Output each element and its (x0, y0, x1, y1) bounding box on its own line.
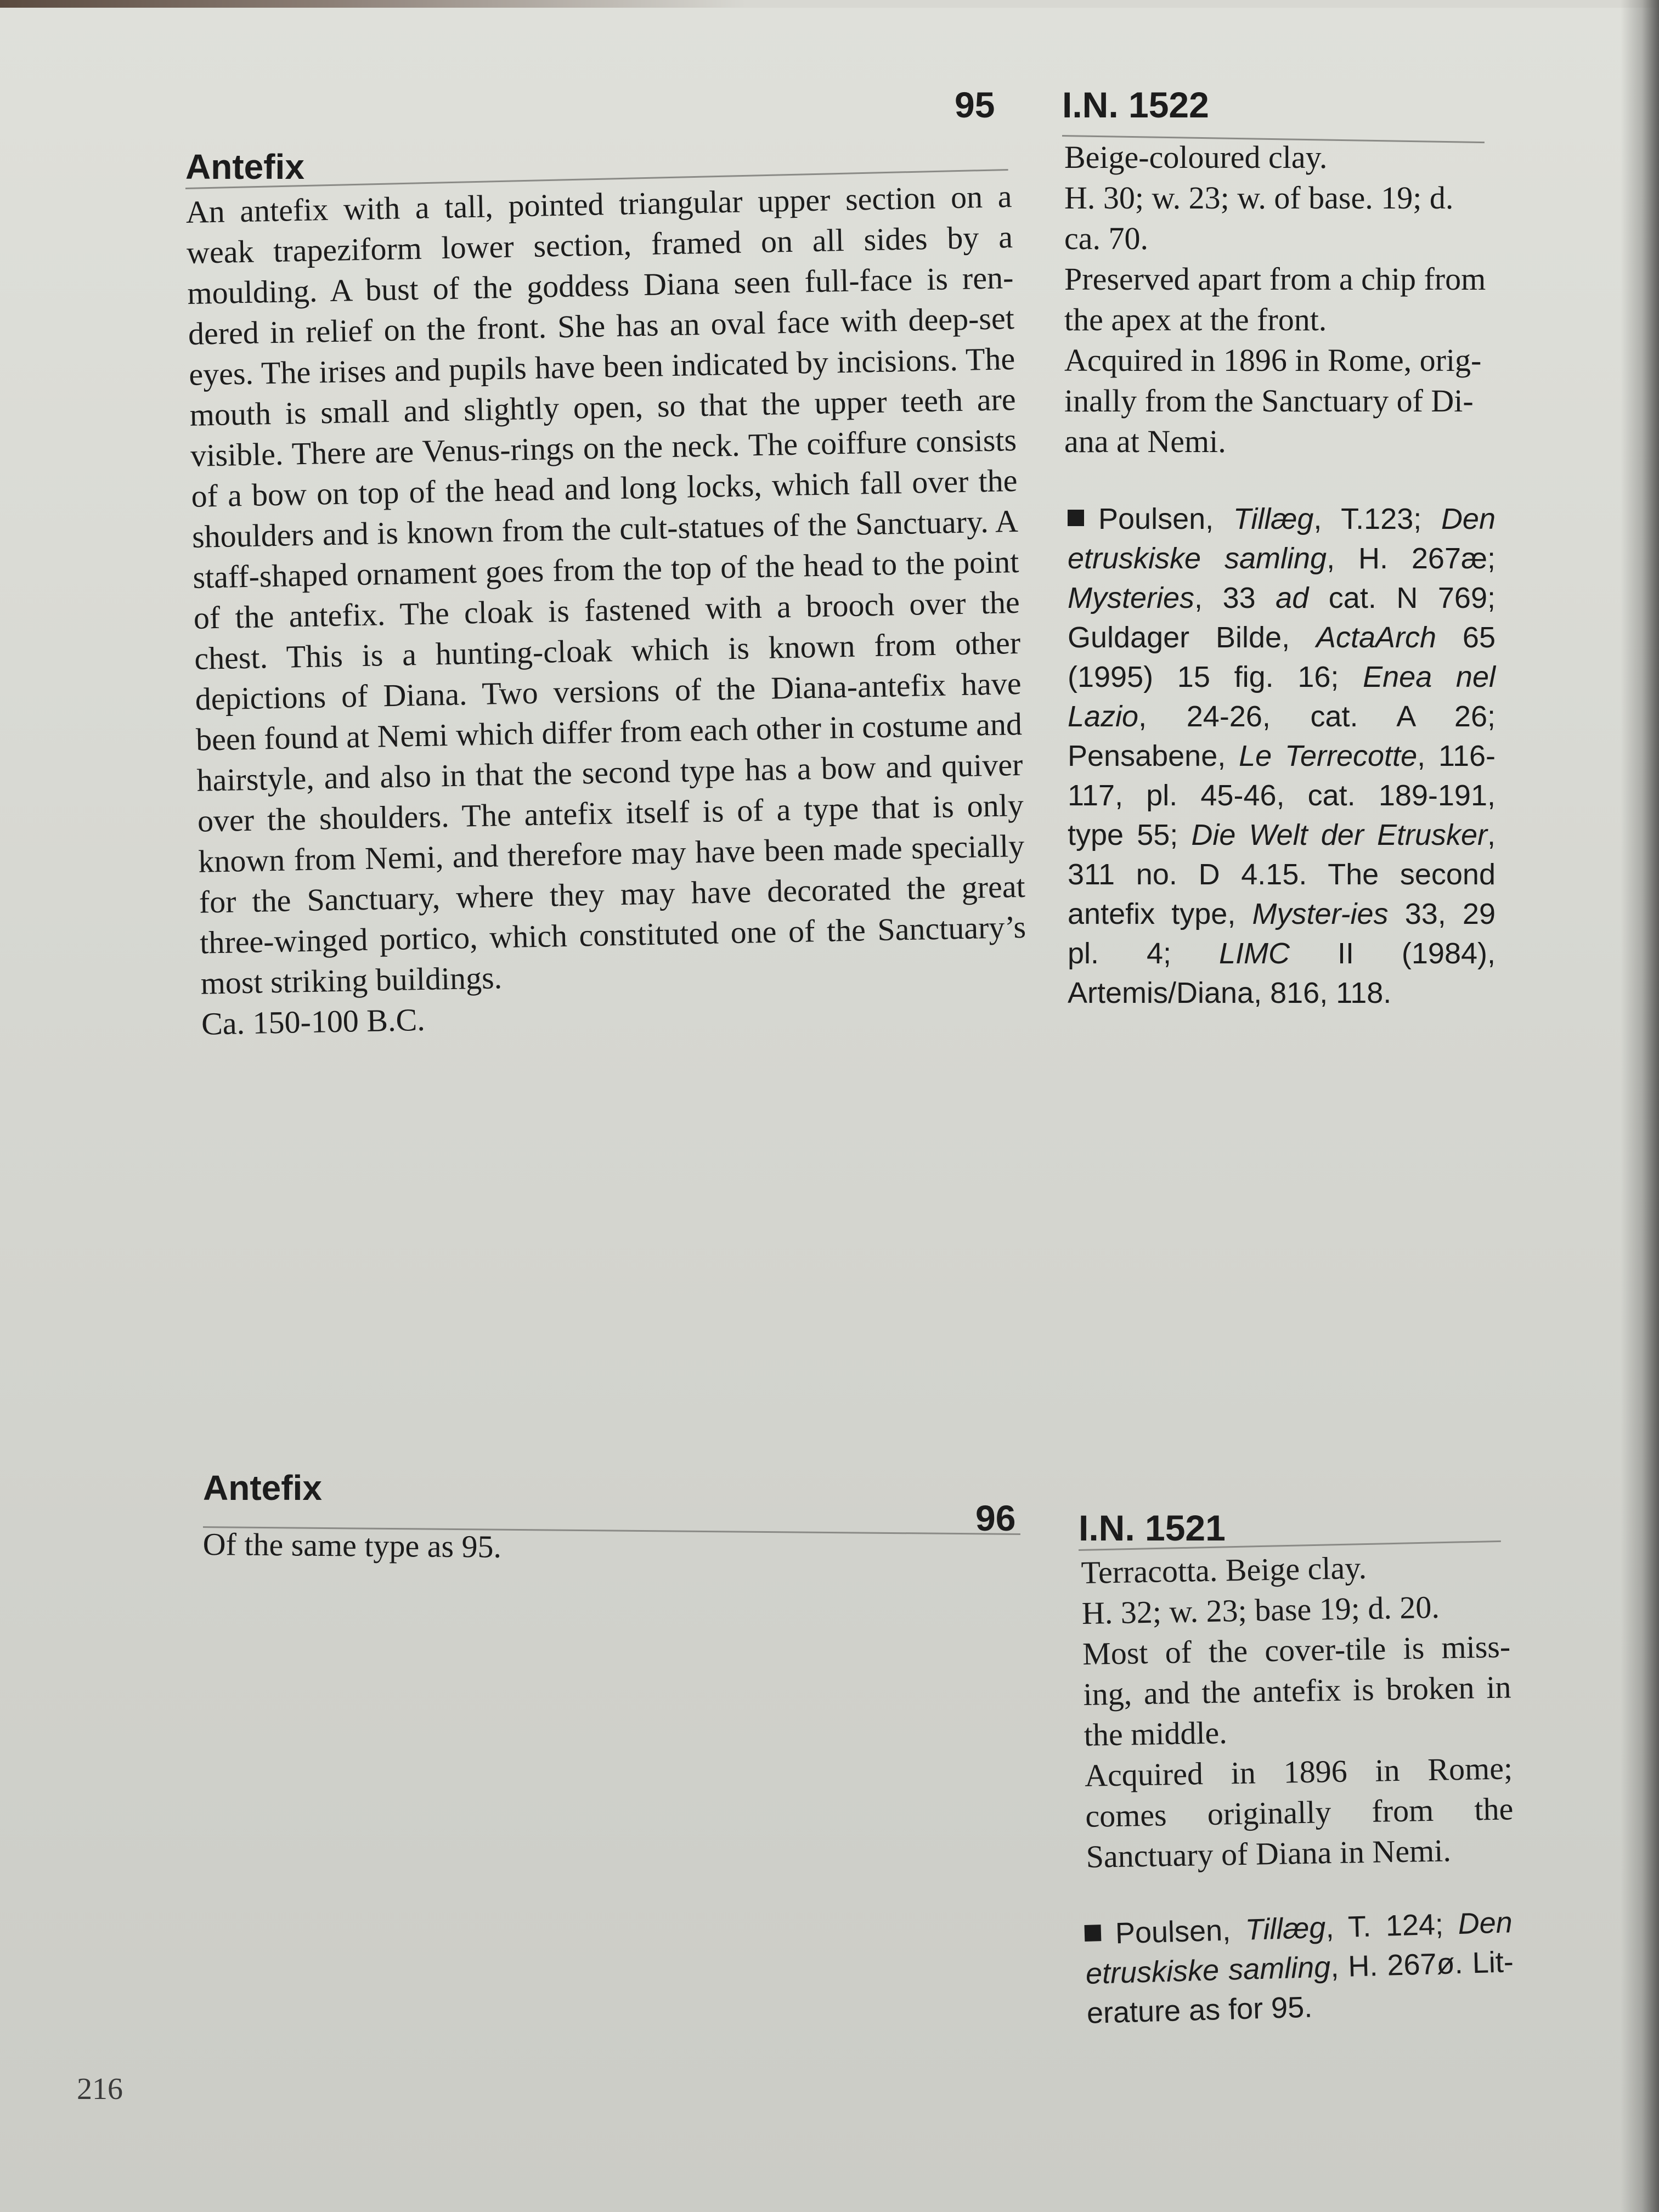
literature-run: II (1984), Artemis/Diana, 816, 118. (1068, 937, 1496, 1009)
inventory-number: I.N. 1522 (1062, 84, 1209, 125)
dimensions: H. 30; w. 23; w. of base. 19; d. ca. 70. (1064, 180, 1454, 256)
literature-run: , T. 124; (1325, 1907, 1459, 1944)
literature-text (1085, 1906, 1514, 2030)
page-number: 216 (77, 2072, 123, 2106)
condition: Preserved apart from a chip from the apex at the front. (1064, 261, 1486, 337)
literature-run: Poulsen, (1098, 503, 1233, 535)
description-text: An antefix with a tall, pointed triangular upper section on a weak trapeziform lower section, framed on all sides by a moulding. A bust of the goddess Diana seen full-face is ren-dered in relief on the front. She has an oval face with deep-set eyes. The irises and pupils have been indicated by incisions. The mouth is small and slightly open, so that the upper teeth are visible. There are Venus-rings on the neck. The coiffure consists of a bow on top of the head and long locks, which fall over the shoulders and is known from the cult-statues of the Sanctuary. A staff-shaped ornament goes from the top of the head to the point of the antefix. The cloak is fastened with a brooch over the chest. This is a hunting-cloak which is known from other depictions of Diana. Two versions of the Diana-antefix have been found at Nemi which differ from each other in costume and hairstyle, and also in that the second type has a bow and quiver over the shoulders. The antefix itself is of a type that is only known from Nemi, and therefore may have been made specially for the Sanctuary, where they may have decorated the great three-winged portico, which constituted one of the Sanctuary’s most striking buildings. (185, 178, 1026, 1001)
bullet-square-icon (1085, 1925, 1102, 1942)
entry-number: 96 (975, 1498, 1016, 1538)
literature-run: 33, 29 pl. 4; (1068, 898, 1496, 970)
literature-run: Tillæg (1233, 503, 1314, 535)
literature (1084, 1903, 1515, 2033)
literature-run: Tillæg (1244, 1911, 1327, 1946)
entry-description (185, 176, 1028, 1045)
literature-run: , 33 (1194, 582, 1276, 614)
literature (1068, 499, 1496, 1013)
entry-number: 95 (955, 84, 995, 125)
entry-metadata (1064, 137, 1492, 462)
material: Terracotta. Beige clay. (1081, 1549, 1367, 1590)
bullet-square-icon (1068, 510, 1084, 526)
literature-run: Mysteries (1068, 582, 1195, 614)
literature-run: cat. N 769; Guldager Bilde, (1068, 582, 1496, 654)
literature-run: Den etruskiske samling (1085, 1906, 1513, 1990)
entry-metadata (1081, 1545, 1514, 1877)
literature-run: , 24-26, cat. A 26; Pensabene, (1068, 700, 1496, 772)
description-text: Of the same type as 95. (202, 1526, 502, 1565)
literature-run: Le Terrecotte (1239, 740, 1418, 772)
literature-run: Die Welt der Etrusker (1191, 819, 1487, 851)
literature-run: Enea nel Lazio (1068, 661, 1496, 733)
literature-run: Myster-ies (1252, 898, 1389, 930)
entry-title: Antefix (203, 1468, 322, 1508)
condition: Most of the cover-tile is miss-ing, and the antefix is broken in the middle. (1082, 1628, 1511, 1753)
book-top-edge (0, 0, 1659, 8)
page-gutter-shadow (1621, 0, 1659, 2212)
literature-run: , H. 267æ; (1327, 542, 1496, 575)
literature-run: , H. 267ø. Lit-erature as for 95. (1086, 1945, 1514, 2030)
literature-run: Den etruskiske samling (1068, 503, 1496, 575)
material: Beige-coloured clay. (1064, 139, 1328, 175)
entry-title: Antefix (185, 147, 304, 187)
literature-run: ad (1276, 582, 1309, 614)
entry-date: Ca. 150-100 B.C. (201, 1001, 426, 1042)
literature-run: LIMC (1218, 937, 1290, 970)
entry-description (202, 1524, 1020, 1572)
literature-run: , 116-117, pl. 45-46, cat. 189-191, type 55; (1068, 740, 1496, 851)
literature-run: ActaArch (1316, 621, 1437, 654)
provenance: Acquired in 1896 in Rome; comes originally from the Sanctuary of Diana in Nemi. (1084, 1750, 1514, 1875)
literature-run: , 311 no. D 4.15. The second antefix type, (1068, 819, 1496, 930)
dimensions: H. 32; w. 23; base 19; d. 20. (1081, 1589, 1440, 1631)
provenance: Acquired in 1896 in Rome, orig-inally from the Sanctuary of Di-ana at Nemi. (1064, 342, 1482, 459)
inventory-number: I.N. 1521 (1079, 1508, 1226, 1548)
literature-run: 65 (1995) 15 fig. 16; (1068, 621, 1496, 693)
literature-text (1068, 503, 1496, 1009)
literature-run: , T.123; (1313, 503, 1441, 535)
literature-run: Poulsen, (1115, 1913, 1246, 1950)
